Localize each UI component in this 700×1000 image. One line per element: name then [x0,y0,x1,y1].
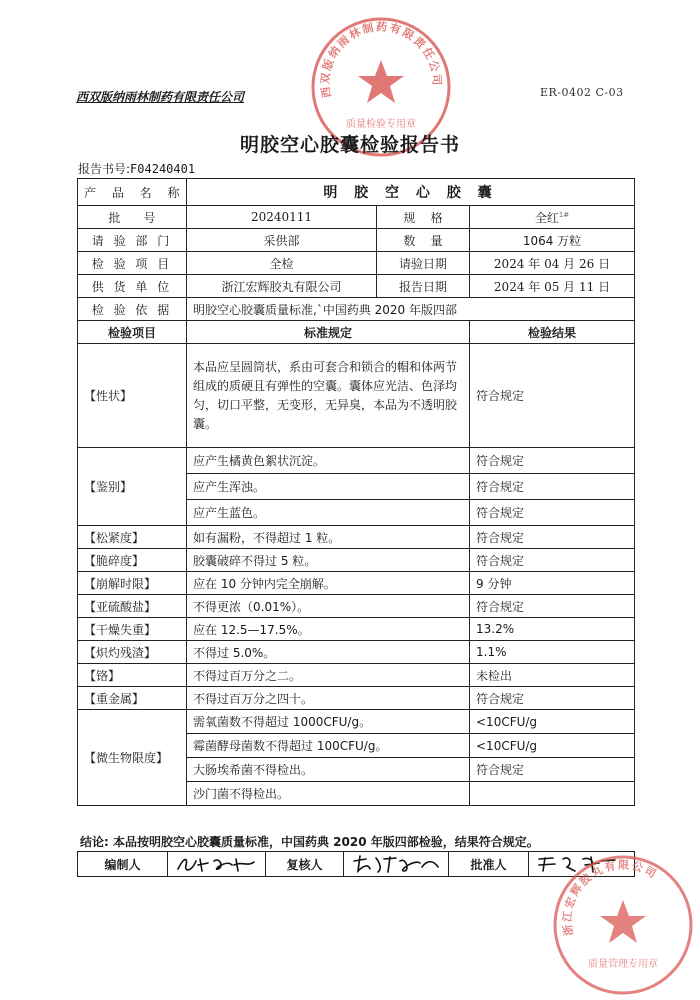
top-seal-sub-text: 质量检验专用章 [346,119,416,130]
batch-label: 批 号 [78,206,187,229]
conclusion-label: 结论: [80,835,109,849]
test-standard-appearance: 本品应呈圆筒状，系由可套合和锁合的帽和体两节组成的质硬且有弹性的空囊。囊体应光洁、色泽均匀，切口平整，无变形，无异臭，本品为不透明胶囊。 [187,344,470,448]
product-name: 明 胶 空 心 胶 囊 [187,179,635,206]
test-result-microbial-1: <10CFU/g [470,710,635,734]
test-result-brittleness: 符合规定 [470,549,635,572]
bottom-seal-sub-text: 质量管理专用章 [588,959,658,970]
bottom-quality-seal [548,850,698,1000]
test-result-chromium: 未检出 [470,664,635,687]
test-item-value: 全检 [187,252,377,275]
test-result-microbial-3: 符合规定 [470,758,635,782]
spec-label: 规 格 [377,206,470,229]
conclusion-text: 本品按明胶空心胶囊质量标准，中国药典 2020 年版四部检验，结果符合规定。 [113,835,539,849]
seal-star-icon [600,900,646,943]
test-name-tightness: 【松紧度】 [78,526,187,549]
test-name-residue-on-ignition: 【炽灼残渣】 [78,641,187,664]
spec-mark: 1# [558,210,570,219]
supplier-label: 供 货 单 位 [78,275,187,298]
test-standard-tightness: 如有漏粉，不得超过 1 粒。 [187,526,470,549]
test-standard-identification-2: 应产生浑浊。 [187,474,470,500]
preparer-signature [168,852,266,877]
test-result-disintegration: 9 分钟 [470,572,635,595]
test-name-sulfite: 【亚硫酸盐】 [78,595,187,618]
reviewer-signature-graphic [350,853,442,875]
test-name-heavy-metals: 【重金属】 [78,687,187,710]
test-name-brittleness: 【脆碎度】 [78,549,187,572]
test-item-label: 检 验 项 目 [78,252,187,275]
inspection-report-table [77,178,635,806]
report-number: F04240401 [130,162,196,176]
test-result-identification-2: 符合规定 [470,474,635,500]
test-standard-microbial-2: 霉菌酵母菌数不得超过 100CFU/g。 [187,734,470,758]
test-standard-identification-1: 应产生橘黄色絮状沉淀。 [187,448,470,474]
test-name-appearance: 【性状】 [78,344,187,448]
spec-value [470,206,635,229]
reviewer-label: 复核人 [266,852,344,877]
test-standard-sulfite: 不得更浓（0.01%）。 [187,595,470,618]
test-standard-heavy-metals: 不得过百万分之四十。 [187,687,470,710]
top-seal-arc-text: 西双版纳雨林制药有限责任公司 [318,20,444,99]
test-standard-microbial-1: 需氧菌数不得超过 1000CFU/g。 [187,710,470,734]
test-standard-residue-on-ignition: 不得过 5.0%。 [187,641,470,664]
request-date: 2024 年 04 月 26 日 [470,252,635,275]
col-header-standard: 标准规定 [187,321,470,344]
test-result-microbial-4 [470,782,635,806]
test-standard-brittleness: 胶囊破碎不得过 5 粒。 [187,549,470,572]
preparer-label: 编制人 [78,852,168,877]
test-standard-microbial-4: 沙门菌不得检出。 [187,782,470,806]
test-result-loss-on-drying: 13.2% [470,618,635,641]
seal-star-icon [358,60,404,103]
page-title: 明胶空心胶囊检验报告书 [239,134,460,156]
basis-value: 明胶空心胶囊质量标准,`中国药典 2020 年版四部 [187,298,635,321]
preparer-signature-graphic [174,853,260,875]
product-name-label: 产 品 名 称 [78,179,187,206]
bottom-seal-arc-text: 浙江宏辉胶丸有限公司 [560,858,660,937]
col-header-item: 检验项目 [78,321,187,344]
report-number-line [78,160,195,177]
test-name-chromium: 【铬】 [78,664,187,687]
basis-label: 检 验 依 据 [78,298,187,321]
approver-label: 批准人 [449,852,529,877]
quantity-label: 数 量 [377,229,470,252]
test-standard-loss-on-drying: 应在 12.5—17.5%。 [187,618,470,641]
test-result-identification-1: 符合规定 [470,448,635,474]
test-result-sulfite: 符合规定 [470,595,635,618]
test-result-tightness: 符合规定 [470,526,635,549]
test-result-appearance: 符合规定 [470,344,635,448]
conclusion [80,833,539,850]
spec-text: 全红 [534,210,559,225]
test-result-residue-on-ignition: 1.1% [470,641,635,664]
request-date-label: 请验日期 [377,252,470,275]
batch-number: 20240111 [187,206,377,229]
reviewer-signature [344,852,449,877]
test-standard-identification-3: 应产生蓝色。 [187,500,470,526]
test-standard-disintegration: 应在 10 分钟内完全崩解。 [187,572,470,595]
test-result-heavy-metals: 符合规定 [470,687,635,710]
svg-text:浙江宏辉胶丸有限公司 [560,858,661,937]
dept-value: 采供部 [187,229,377,252]
supplier-value: 浙江宏辉胶丸有限公司 [187,275,377,298]
test-standard-chromium: 不得过百万分之二。 [187,664,470,687]
report-date-label: 报告日期 [377,275,470,298]
report-number-label: 报告书号: [78,162,131,176]
test-result-identification-3: 符合规定 [470,500,635,526]
company-name: 西双版纳雨林制药有限责任公司 [76,90,245,104]
quantity-value: 1064 万粒 [470,229,635,252]
test-result-microbial-2: <10CFU/g [470,734,635,758]
test-name-microbial: 【微生物限度】 [78,710,187,806]
test-name-disintegration: 【崩解时限】 [78,572,187,595]
test-standard-microbial-3: 大肠埃希菌不得检出。 [187,758,470,782]
test-name-loss-on-drying: 【干燥失重】 [78,618,187,641]
col-header-result: 检验结果 [470,321,635,344]
test-name-identification: 【鉴别】 [78,448,187,526]
dept-label: 请 验 部 门 [78,229,187,252]
report-date: 2024 年 05 月 11 日 [470,275,635,298]
document-code: ER-0402 C-03 [540,86,624,99]
